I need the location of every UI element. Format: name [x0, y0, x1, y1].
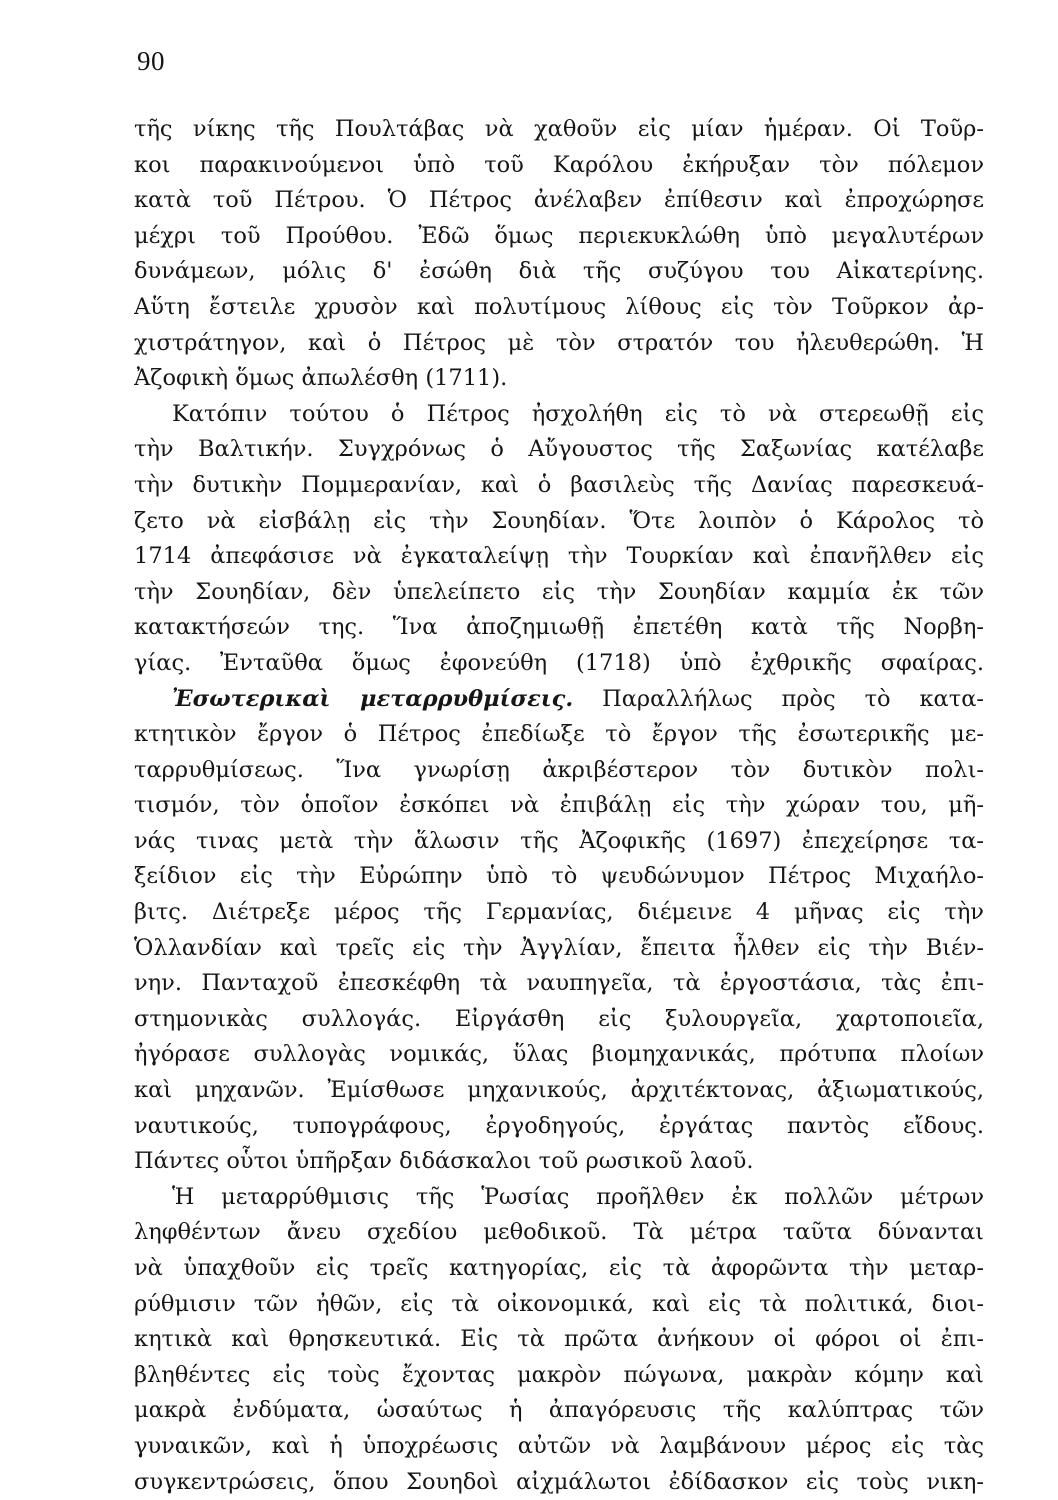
line-text: δυνάμεων, μόλις δ' ἐσώθη διὰ τῆς συζύγου του Αἰκατερίνης.: [134, 258, 984, 285]
line-text: ζετο νὰ εἰσβάλῃ εἰς τὴν Σουηδίαν. Ὅτε λοιπὸν ὁ Κάρολος τὸ: [134, 507, 984, 534]
line-text: Κατόπιν τούτου ὁ Πέτρος ἠσχολήθη εἰς τὸ νὰ στερεωθῇ εἰς: [172, 400, 984, 427]
text-line: [134, 539, 984, 575]
line-text: Ἀζοφικὴ ὅμως ἀπωλέσθη (1711).: [134, 365, 508, 392]
line-text: Πάντες οὗτοι ὑπῆρξαν διδάσκαλοι τοῦ ρωσικοῦ λαοῦ.: [134, 1148, 754, 1175]
text-line: [134, 397, 984, 433]
text-line: [134, 1002, 984, 1038]
text-line: [134, 468, 984, 504]
section-subheading: Ἐσωτερικαὶ μεταρρυθμίσεις.: [172, 685, 574, 712]
page-number: 90: [137, 46, 165, 76]
line-text: χιστράτηγον, καὶ ὁ Πέτρος μὲ τὸν στρατόν του ἠλευθερώθη. Ἡ: [134, 329, 984, 356]
text-line: [134, 1251, 984, 1287]
line-text: ταρρυθμίσεως. Ἵνα γνωρίσῃ ἀκριβέστερον τὸν δυτικὸν πολι-: [134, 756, 984, 783]
text-line: [134, 1393, 984, 1429]
line-text: κτητικὸν ἔργον ὁ Πέτρος ἐπεδίωξε τὸ ἔργον τῆς ἐσωτερικῆς με-: [134, 721, 984, 748]
line-text: καὶ μηχανῶν. Ἐμίσθωσε μηχανικούς, ἀρχιτέκτονας, ἀξιωματικούς,: [134, 1077, 984, 1104]
line-text: νὰ ὑπαχθοῦν εἰς τρεῖς κατηγορίας, εἰς τὰ ἀφορῶντα τὴν μεταρ-: [134, 1255, 984, 1281]
text-line: [134, 1180, 984, 1216]
text-line: [134, 753, 984, 789]
text-line: [134, 504, 984, 540]
text-line: [134, 859, 984, 895]
text-line: [134, 1037, 984, 1073]
text-line: [134, 112, 984, 148]
line-text: τῆς νίκης τῆς Πουλτάβας νὰ χαθοῦν εἰς μίαν ἡμέραν. Οἱ Τοῦρ-: [134, 116, 984, 142]
line-text: μέχρι τοῦ Προύθου. Ἐδῶ ὅμως περιεκυκλώθη ὑπὸ μεγαλυτέρων: [134, 222, 984, 249]
line-text: γίας. Ἐνταῦθα ὅμως ἐφονεύθη (1718) ὑπὸ ἐχθρικῆς σφαίρας.: [134, 649, 984, 676]
text-line: [134, 1358, 984, 1394]
text-line: [134, 254, 984, 290]
line-text: Ὁλλανδίαν καὶ τρεῖς εἰς τὴν Ἀγγλίαν, ἔπειτα ἦλθεν εἰς τὴν Βιέν-: [134, 934, 984, 961]
text-line: [134, 1215, 984, 1251]
line-text: ἠγόρασε συλλογὰς νομικάς, ὕλας βιομηχανικάς, πρότυπα πλοίων: [134, 1041, 984, 1068]
line-text: 1714 ἀπεφάσισε νὰ ἐγκαταλείψῃ τὴν Τουρκίαν καὶ ἐπανῆλθεν εἰς: [134, 543, 984, 570]
text-line: [134, 717, 984, 753]
text-line: [134, 148, 984, 184]
text-line: [134, 432, 984, 468]
text-line: [134, 788, 984, 824]
line-text: ναυτικούς, τυπογράφους, ἐργοδηγούς, ἐργάτας παντὸς εἴδους.: [134, 1112, 984, 1139]
subheading-line: [134, 682, 984, 718]
text-line: [134, 610, 984, 646]
line-text: ρύθμισιν τῶν ἠθῶν, εἰς τὰ οἰκονομικά, καὶ εἰς τὰ πολιτικά, διοι-: [134, 1290, 984, 1317]
body-text: [134, 112, 984, 1500]
text-line: [134, 219, 984, 255]
line-text: τὴν δυτικὴν Πομμερανίαν, καὶ ὁ βασιλεὺς τῆς Δανίας παρεσκευά-: [134, 471, 984, 498]
line-text: μακρὰ ἐνδύματα, ὡσαύτως ἡ ἀπαγόρευσις τῆς καλύπτρας τῶν: [134, 1397, 984, 1424]
text-line: [134, 895, 984, 931]
line-text: ληφθέντων ἄνευ σχεδίου μεθοδικοῦ. Τὰ μέτρα ταῦτα δύνανται: [134, 1219, 984, 1246]
text-line: [134, 1465, 984, 1500]
text-line: [134, 1109, 984, 1145]
line-text: νην. Πανταχοῦ ἐπεσκέφθη τὰ ναυπηγεῖα, τὰ ἐργοστάσια, τὰς ἐπι-: [134, 970, 984, 997]
text-line: [134, 183, 984, 219]
text-line: [134, 1144, 984, 1180]
text-line: [134, 646, 984, 682]
line-text: κοι παρακινούμενοι ὑπὸ τοῦ Καρόλου ἐκήρυξαν τὸν πόλεμον: [134, 151, 984, 178]
line-text: κατακτήσεών της. Ἵνα ἀποζημιωθῇ ἐπετέθη κατὰ τῆς Νορβη-: [134, 614, 984, 641]
text-line: [134, 1429, 984, 1465]
text-line: [134, 1073, 984, 1109]
text-line: [134, 824, 984, 860]
text-line: [134, 361, 984, 397]
line-text: γυναικῶν, καὶ ἡ ὑποχρέωσις αὐτῶν νὰ λαμβάνουν μέρος εἰς τὰς: [134, 1432, 984, 1459]
line-text: τὴν Βαλτικήν. Συγχρόνως ὁ Αὔγουστος τῆς Σαξωνίας κατέλαβε: [134, 436, 984, 463]
line-text: κατὰ τοῦ Πέτρου. Ὁ Πέτρος ἀνέλαβεν ἐπίθεσιν καὶ ἐπροχώρησε: [134, 187, 984, 214]
line-text: Ἡ μεταρρύθμισις τῆς Ῥωσίας προῆλθεν ἐκ πολλῶν μέτρων: [172, 1183, 984, 1210]
line-text: τὴν Σουηδίαν, δὲν ὑπελείπετο εἰς τὴν Σουηδίαν καμμία ἐκ τῶν: [134, 578, 984, 605]
line-text: ξείδιον εἰς τὴν Εὐρώπην ὑπὸ τὸ ψευδώνυμον Πέτρος Μιχαήλο-: [134, 863, 984, 890]
text-line: [134, 1322, 984, 1358]
line-text: κητικὰ καὶ θρησκευτικά. Εἰς τὰ πρῶτα ἀνήκουν οἱ φόροι οἱ ἐπι-: [134, 1326, 984, 1353]
line-text: νάς τινας μετὰ τὴν ἅλωσιν τῆς Ἀζοφικῆς (1697) ἐπεχείρησε τα-: [134, 827, 984, 854]
text-line: [134, 966, 984, 1002]
text-line: [134, 290, 984, 326]
line-text: Παραλλήλως πρὸς τὸ κατα-: [573, 685, 984, 712]
text-line: [134, 575, 984, 611]
text-line: [134, 326, 984, 362]
line-text: τισμόν, τὸν ὁποῖον ἐσκόπει νὰ ἐπιβάλῃ εἰς τὴν χώραν του, μῆ-: [134, 792, 984, 819]
text-line: [134, 1287, 984, 1323]
line-text: βιτς. Διέτρεξε μέρος τῆς Γερμανίας, διέμεινε 4 μῆνας εἰς τὴν: [134, 899, 984, 926]
line-text: στημονικὰς συλλογάς. Εἰργάσθη εἰς ξυλουργεῖα, χαρτοποιεῖα,: [134, 1005, 984, 1032]
text-line: [134, 931, 984, 967]
line-text: συγκεντρώσεις, ὅπου Σουηδοὶ αἰχμάλωτοι ἐδίδασκον εἰς τοὺς νικη-: [134, 1468, 984, 1495]
line-text: Αὕτη ἔστειλε χρυσὸν καὶ πολυτίμους λίθους εἰς τὸν Τοῦρκον ἀρ-: [134, 293, 984, 320]
line-text: βληθέντες εἰς τοὺς ἔχοντας μακρὸν πώγωνα, μακρὰν κόμην καὶ: [134, 1361, 984, 1388]
